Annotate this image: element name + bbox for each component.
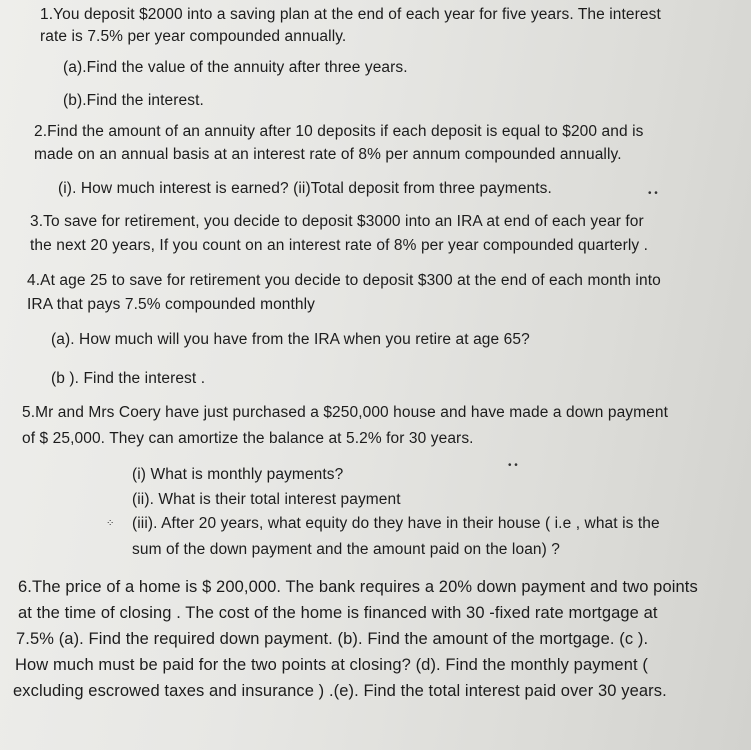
speck-mark: • •	[508, 460, 518, 471]
q6-line-1: 6.The price of a home is $ 200,000. The bank requires a 20% down payment and two points	[18, 578, 698, 596]
q5-part-ii: (ii). What is their total interest payment	[132, 491, 401, 508]
q2-subparts: (i). How much interest is earned? (ii)Total deposit from three payments.	[58, 180, 552, 197]
q3-line-2: the next 20 years, If you count on an interest rate of 8% per year compounded quarterly .	[30, 237, 649, 254]
q6-line-2: at the time of closing . The cost of the home is financed with 30 -fixed rate mortgage at	[18, 604, 658, 622]
q1-line-2: rate is 7.5% per year compounded annually.	[40, 28, 347, 45]
q4-part-a: (a). How much will you have from the IRA when you retire at age 65?	[51, 331, 530, 348]
q5-line-1: 5.Mr and Mrs Coery have just purchased a $250,000 house and have made a down payment	[22, 404, 669, 421]
q5-line-2: of $ 25,000. They can amortize the balance at 5.2% for 30 years.	[22, 430, 474, 447]
q2-line-2: made on an annual basis at an interest rate of 8% per annum compounded annually.	[34, 146, 622, 163]
q1-line-1: 1.You deposit $2000 into a saving plan at the end of each year for five years. The interest	[40, 6, 661, 23]
q3-line-1: 3.To save for retirement, you decide to deposit $3000 into an IRA at end of each year for	[30, 213, 644, 230]
q5-part-i: (i) What is monthly payments?	[132, 466, 344, 483]
q5-part-iii-line-2: sum of the down payment and the amount paid on the loan) ?	[132, 541, 561, 558]
speck-mark: ⁘	[106, 518, 115, 529]
q4-line-2: IRA that pays 7.5% compounded monthly	[27, 296, 316, 313]
q5-part-iii-line-1: (iii). After 20 years, what equity do they have in their house ( i.e , what is the	[132, 515, 660, 532]
q4-part-b: (b ). Find the interest .	[51, 370, 206, 387]
speck-mark: • •	[648, 188, 658, 199]
q1-part-b: (b).Find the interest.	[63, 92, 204, 109]
q2-line-1: 2.Find the amount of an annuity after 10 deposits if each deposit is equal to $200 and is	[34, 123, 644, 140]
q6-line-4: How much must be paid for the two points at closing? (d). Find the monthly payment (	[15, 656, 648, 674]
q4-line-1: 4.At age 25 to save for retirement you decide to deposit $300 at the end of each month into	[27, 272, 661, 289]
q6-line-3: 7.5% (a). Find the required down payment. (b). Find the amount of the mortgage. (c ).	[16, 630, 649, 648]
q6-line-5: excluding escrowed taxes and insurance ) .(e). Find the total interest paid over 30 years.	[13, 682, 667, 700]
q1-part-a: (a).Find the value of the annuity after three years.	[63, 59, 408, 76]
